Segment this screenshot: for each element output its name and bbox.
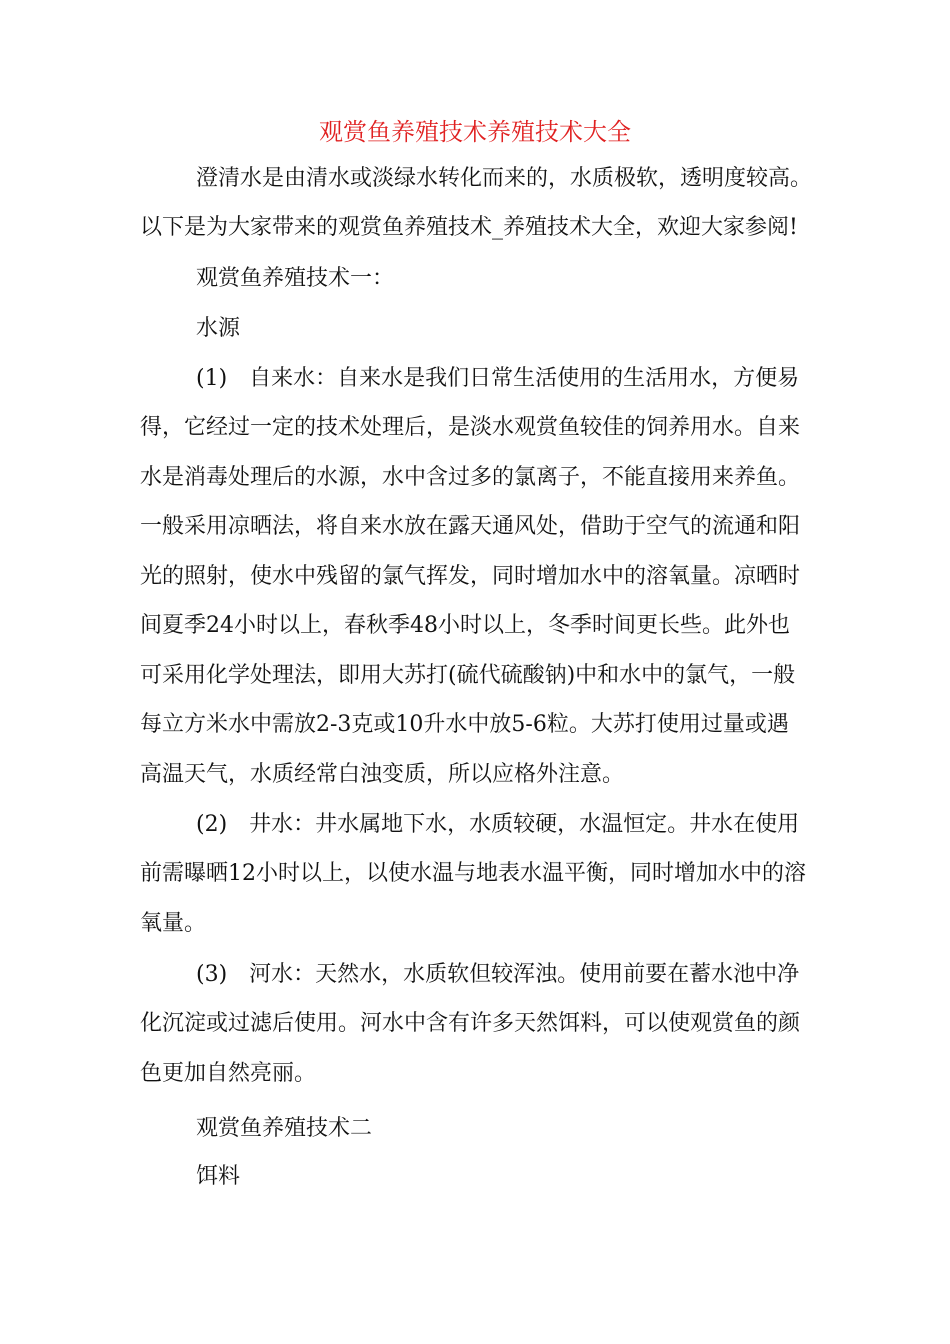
page-title: 观赏鱼养殖技术养殖技术大全 (319, 118, 631, 146)
paragraph-line: 一般采用凉晒法，将自来水放在露天通风处，借助于空气的流通和阳 (140, 514, 801, 539)
subsection-heading: 饵料 (196, 1164, 241, 1189)
section-heading: 观赏鱼养殖技术二 (196, 1116, 373, 1141)
section-heading: 观赏鱼养殖技术一： (196, 266, 395, 291)
paragraph-line: 水是消毒处理后的水源，水中含过多的氯离子，不能直接用来养鱼。 (140, 465, 801, 490)
paragraph-line: 可采用化学处理法，即用大苏打(硫代硫酸钠)中和水中的氯气，一般 (140, 663, 796, 688)
paragraph-line: 前需曝晒12小时以上，以使水温与地表水温平衡，同时增加水中的溶 (140, 861, 806, 886)
paragraph-line: (2) 井水：井水属地下水，水质较硬，水温恒定。井水在使用 (196, 812, 800, 837)
paragraph-line: (3) 河水：天然水，水质软但较浑浊。使用前要在蓄水池中净 (196, 962, 800, 987)
paragraph-line: (1) 自来水：自来水是我们日常生活使用的生活用水，方便易 (196, 366, 800, 391)
paragraph-line: 光的照射，使水中残留的氯气挥发，同时增加水中的溶氧量。凉晒时 (140, 564, 801, 589)
paragraph-line: 以下是为大家带来的观赏鱼养殖技术_养殖技术大全，欢迎大家参阅! (140, 215, 798, 240)
paragraph-line: 澄清水是由清水或淡绿水转化而来的，水质极软，透明度较高。 (196, 166, 813, 191)
paragraph-line: 高温天气，水质经常白浊变质，所以应格外注意。 (140, 762, 625, 787)
paragraph-line: 每立方米水中需放2-3克或10升水中放5-6粒。大苏打使用过量或遇 (140, 712, 789, 737)
paragraph-line: 氧量。 (140, 911, 207, 936)
paragraph-line: 色更加自然亮丽。 (140, 1061, 317, 1086)
paragraph-line: 间夏季24小时以上，春秋季48小时以上，冬季时间更长些。此外也 (140, 613, 790, 638)
paragraph-line: 得，它经过一定的技术处理后，是淡水观赏鱼较佳的饲养用水。自来 (140, 415, 801, 440)
subsection-heading: 水源 (196, 316, 241, 341)
paragraph-line: 化沉淀或过滤后使用。河水中含有许多天然饵料，可以使观赏鱼的颜 (140, 1011, 801, 1036)
